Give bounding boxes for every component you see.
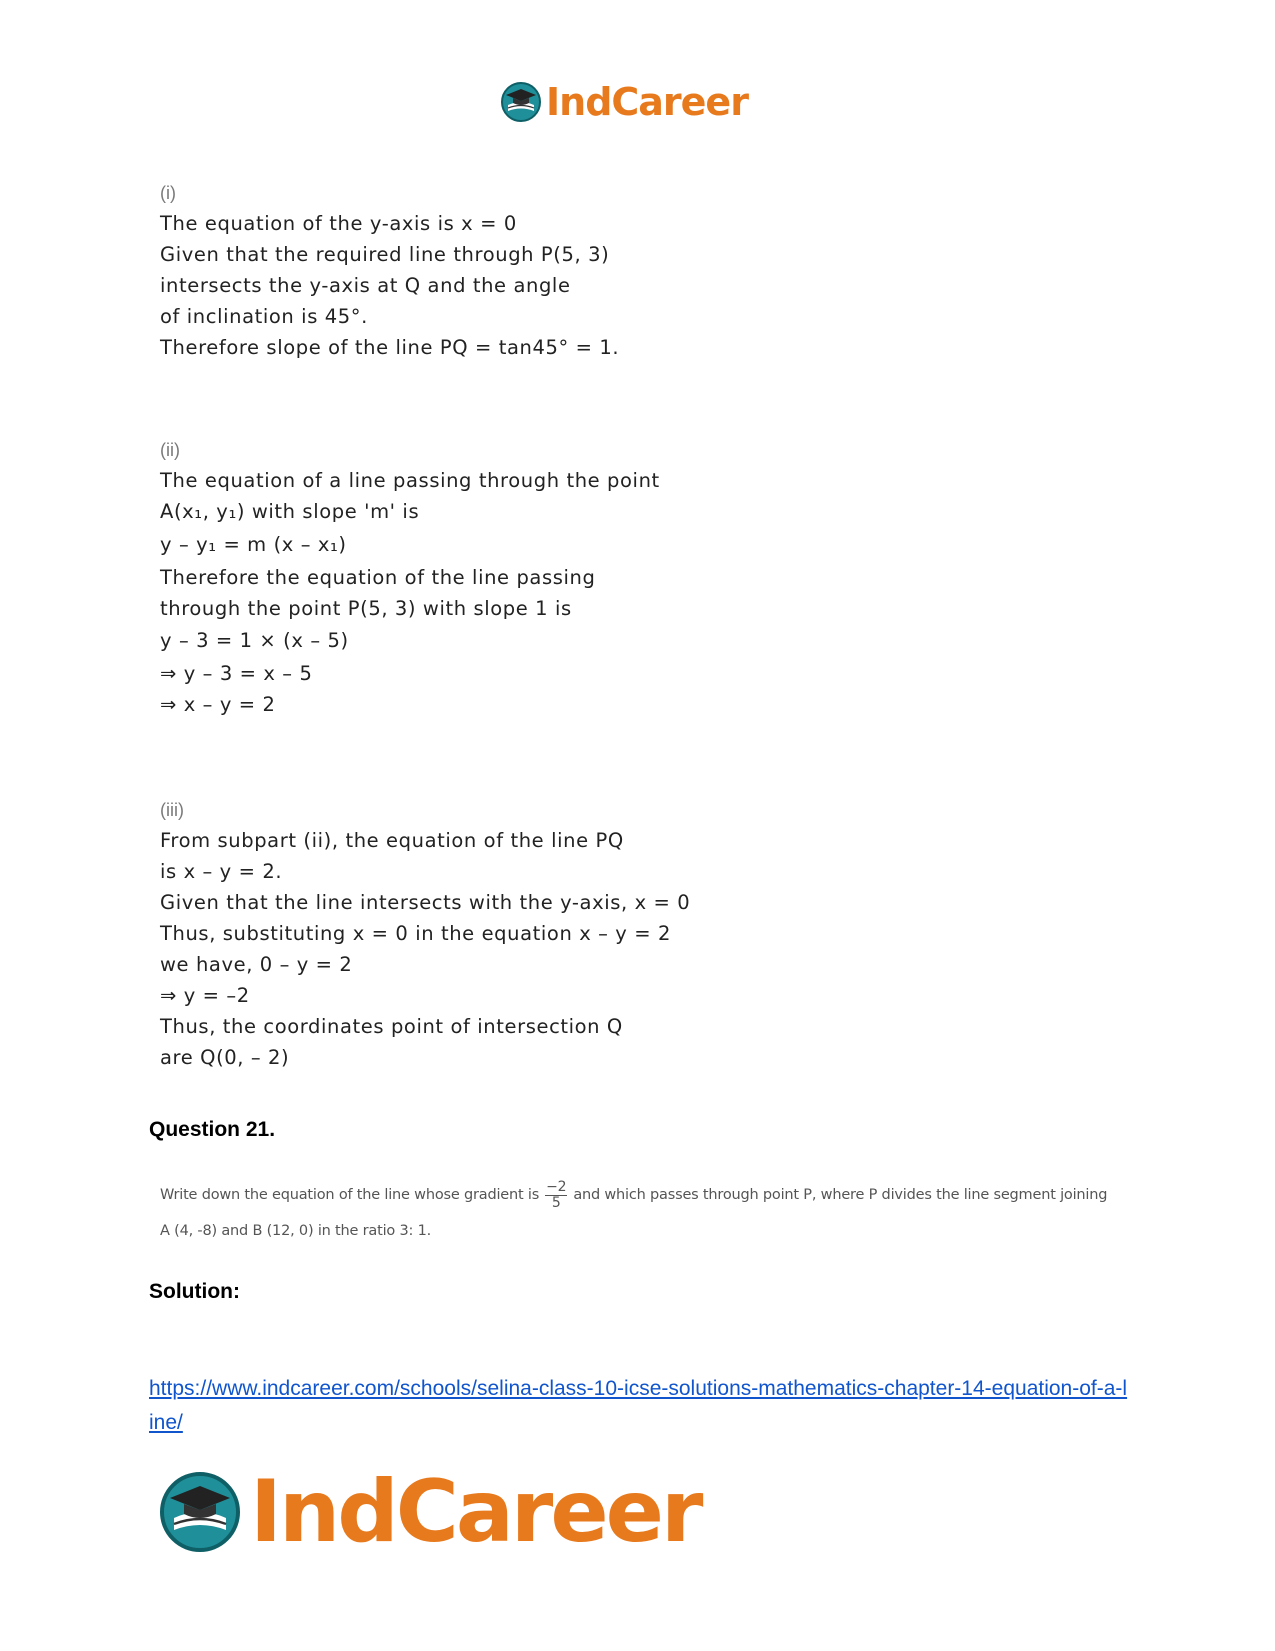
footer-logo xyxy=(158,1462,700,1562)
brand-name: IndCareer xyxy=(250,1462,701,1562)
solution-link[interactable]: https://www.indcareer.com/schools/selina-class-10-icse-solutions-mathematics-chapter-14-equation-of-a-line/ xyxy=(149,1377,1128,1434)
solution-line: Given that the required line through P(5, 3) xyxy=(160,243,610,266)
solution-line: A(x₁, y₁) with slope 'm' is xyxy=(160,500,420,523)
solution-line: From subpart (ii), the equation of the line PQ xyxy=(160,829,624,852)
question-text-part: and which passes through point P, where P divides the line segment joining xyxy=(573,1187,1108,1203)
part-label: (ii) xyxy=(160,440,180,460)
brand-name: IndCareer xyxy=(546,80,748,124)
gradient-fraction xyxy=(545,1180,567,1211)
graduation-cap-book-icon xyxy=(500,81,542,123)
solution-line: of inclination is 45°. xyxy=(160,305,368,328)
solution-line: ⇒ x – y = 2 xyxy=(160,693,276,716)
solution-line: y – y₁ = m (x – x₁) xyxy=(160,533,347,556)
header-logo xyxy=(500,80,748,124)
question-text-line2: A (4, -8) and B (12, 0) in the ratio 3: 1. xyxy=(160,1223,432,1239)
fraction-denominator: 5 xyxy=(551,1194,561,1211)
part-label: (i) xyxy=(160,183,176,203)
solution-line: Given that the line intersects with the y-axis, x = 0 xyxy=(160,891,691,914)
graduation-cap-book-icon xyxy=(158,1470,242,1554)
question-text xyxy=(160,1175,1120,1239)
solution-part-ii xyxy=(160,440,660,720)
solution-heading: Solution: xyxy=(149,1280,240,1303)
solution-line: ⇒ y – 3 = x – 5 xyxy=(160,662,313,685)
solution-line: intersects the y-axis at Q and the angle xyxy=(160,274,571,297)
solution-line: The equation of the y-axis is x = 0 xyxy=(160,212,517,235)
solution-line: Therefore the equation of the line passing xyxy=(160,566,596,589)
solution-part-iii xyxy=(160,800,690,1073)
solution-line: y – 3 = 1 × (x – 5) xyxy=(160,629,349,652)
solution-line: through the point P(5, 3) with slope 1 is xyxy=(160,597,572,620)
solution-line: we have, 0 – y = 2 xyxy=(160,953,353,976)
part-label: (iii) xyxy=(160,800,184,820)
solution-line: is x – y = 2. xyxy=(160,860,283,883)
solution-line: Therefore slope of the line PQ = tan45° = 1. xyxy=(160,336,620,359)
solution-line: Thus, the coordinates point of intersection Q xyxy=(160,1015,623,1038)
fraction-numerator: −2 xyxy=(546,1178,567,1195)
question-heading: Question 21. xyxy=(149,1118,276,1141)
solution-line: Thus, substituting x = 0 in the equation x – y = 2 xyxy=(160,922,671,945)
solution-line: are Q(0, – 2) xyxy=(160,1046,290,1069)
solution-line: ⇒ y = –2 xyxy=(160,984,250,1007)
solution-line: The equation of a line passing through the point xyxy=(160,469,660,492)
question-text-part: Write down the equation of the line whose gradient is xyxy=(160,1187,540,1203)
solution-part-i xyxy=(160,183,619,363)
